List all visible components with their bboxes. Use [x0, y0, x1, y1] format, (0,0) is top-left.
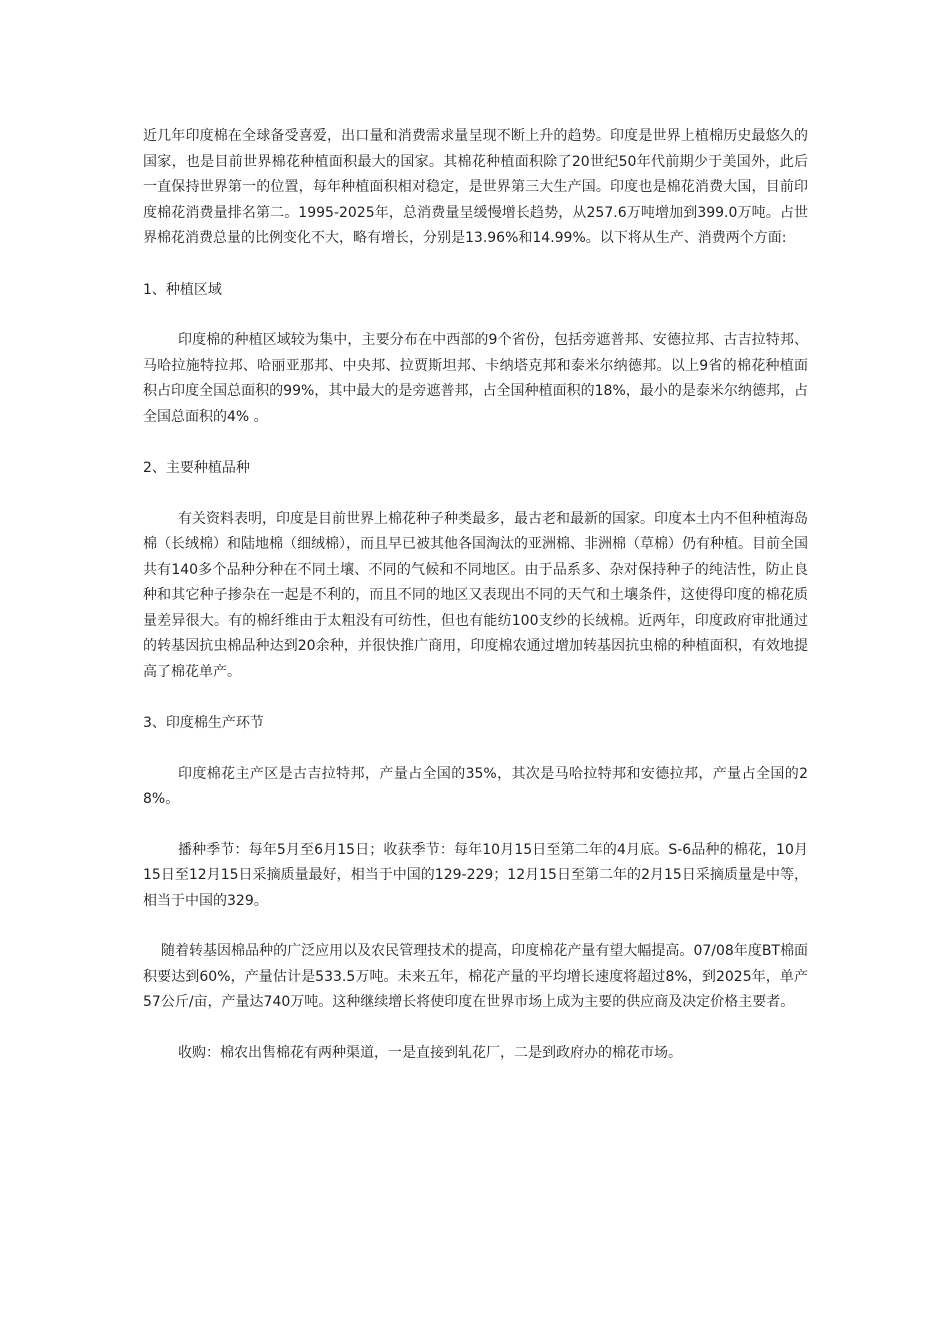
document-page — [143, 124, 808, 1066]
season-paragraph: 播种季节：每年5月至6月15日；收获季节：每年10月15日至第二年的4月底。S-6品种的棉花，10月15日至12月15日采摘质量最好，相当于中国的129-229；12月15日至第二年的2月15日采摘质量是中等，相当于中国的329。 — [143, 841, 808, 909]
section-heading-planting-region: 1、种植区域 — [143, 281, 222, 298]
main-varieties-paragraph: 有关资料表明，印度是目前世界上棉花种子种类最多，最古老和最新的国家。印度本土内不但种植海岛棉（长绒棉）和陆地棉（细绒棉），而且早已被其他各国淘汰的亚洲棉、非洲棉（草棉）仍有种植。目前全国共有140多个品种分种在不同土壤、不同的气候和不同地区。由于品系多、杂对保持种子的纯洁性，防止良种和其它种子掺杂在一起是不利的，而且不同的地区又表现出不同的天气和土壤条件，这使得印度的棉花质量差异很大。有的棉纤维由于太粗没有可纺性，但也有能纺100支纱的长绒棉。近两年，印度政府审批通过的转基因抗虫棉品种达到20余种，并很快推广商用，印度棉农通过增加转基因抗虫棉的种植面积，有效地提高了棉花单产。 — [143, 510, 808, 680]
section-heading-production: 3、印度棉生产环节 — [143, 715, 264, 731]
outlook-paragraph: 随着转基因棉品种的广泛应用以及农民管理技术的提高，印度棉花产量有望大幅提高。07/08年度BT棉面积要达到60%，产量估计是533.5万吨。未来五年，棉花产量的平均增长速度将超过8%，到2025年，单产57公斤/亩，产量达740万吨。这种继续增长将使印度在世界市场上成为主要的供应商及决定价格主要者。 — [143, 943, 808, 1010]
intro-paragraph: 近几年印度棉在全球备受喜爱，出口量和消费需求量呈现不断上升的趋势。印度是世界上植棉历史最悠久的国家，也是目前世界棉花种植面积最大的国家。其棉花种植面积除了20世纪50年代前期少于美国外，此后一直保持世界第一的位置，每年种植面积相对稳定，是世界第三大生产国。印度也是棉花消费大国，目前印度棉花消费量排名第二。1995-2025年，总消费量呈缓慢增长趋势，从257.6万吨增加到399.0万吨。占世界棉花消费总量的比例变化不大，略有增长，分别是13.96%和14.99%。以下将从生产、消费两个方面: — [143, 128, 808, 246]
purchase-paragraph: 收购：棉农出售棉花有两种渠道，一是直接到轧花厂，二是到政府办的棉花市场。 — [178, 1044, 682, 1061]
section-heading-main-varieties: 2、主要种植品种 — [143, 460, 250, 476]
planting-region-paragraph: 印度棉的种植区域较为集中，主要分布在中西部的9个省份，包括旁遮普邦、安德拉邦、古吉拉特邦、马哈拉施特拉邦、哈丽亚那邦、中央邦、拉贾斯坦邦、卡纳塔克邦和泰米尔纳德邦。以上9省的棉花种植面积占印度全国总面积的99%，其中最大的是旁遮普邦，占全国种植面积的18%，最小的是泰米尔纳德邦，占全国总面积的4% 。 — [143, 332, 808, 425]
production-region-paragraph: 印度棉花主产区是古吉拉特邦，产量占全国的35%，其次是马哈拉特邦和安德拉邦，产量占全国的28%。 — [143, 765, 808, 807]
